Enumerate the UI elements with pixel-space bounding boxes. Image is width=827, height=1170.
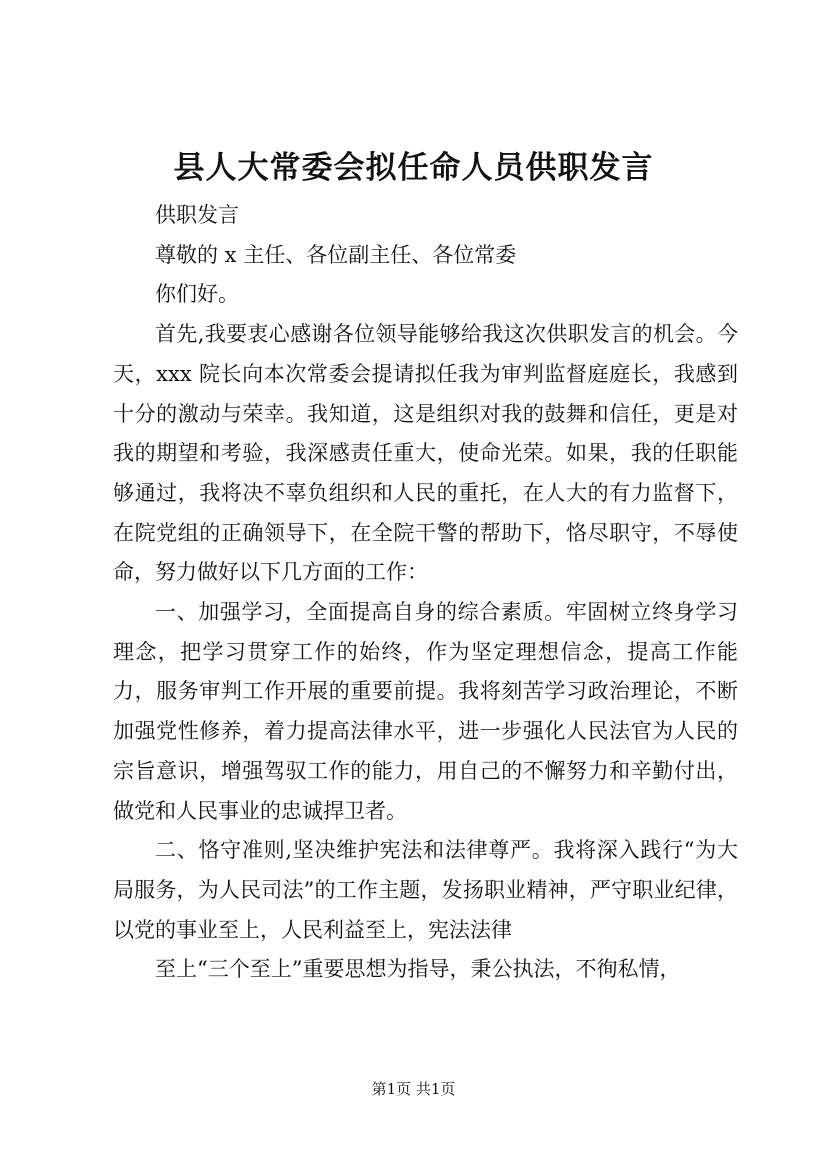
document-body: [113, 196, 738, 990]
document-title: 县人大常委会拟任命人员供职发言: [173, 150, 654, 186]
page-number-footer: 第1页 共1页: [371, 1080, 456, 1098]
paragraph-intro: 首先,我要衷心感谢各位领导能够给我这次供职发言的机会。今天，xxx 院长向本次常委会提请拟任我为审判监督庭庭长，我感到十分的激动与荣幸。我知道，这是组织对我的鼓舞和信任，更是对我的期望和考验，我深感责任重大，使命光荣。如果，我的任职能够通过，我将决不辜负组织和人民的重托，在人大的有力监督下，在院党组的正确领导下，在全院干警的帮助下，恪尽职守，不辱使命，努力做好以下几方面的工作：: [113, 322, 738, 585]
paragraph-point-two: 二、恪守准则,坚决维护宪法和法律尊严。我将深入践行“为大局服务，为人民司法”的工作主题，发扬职业精神，严守职业纪律，以党的事业至上，人民利益至上，宪法法律: [113, 838, 738, 942]
paragraph-point-one: 一、加强学习，全面提高自身的综合素质。牢固树立终身学习理念，把学习贯穿工作的始终，作为坚定理想信念，提高工作能力，服务审判工作开展的重要前提。我将刻苦学习政治理论，不断加强党性修养，着力提高法律水平，进一步强化人民法官为人民的宗旨意识，增强驾驭工作的能力，用自己的不懈努力和辛勤付出，做党和人民事业的忠诚捍卫者。: [113, 600, 738, 823]
paragraph-salutation: 尊敬的 x 主任、各位副主任、各位常委: [155, 242, 517, 267]
paragraph-heading: 供职发言: [155, 203, 239, 227]
paragraph-greeting: 你们好。: [155, 282, 239, 307]
paragraph-continuation: 至上“三个至上”重要思想为指导，秉公执法，不徇私情，: [155, 957, 681, 982]
